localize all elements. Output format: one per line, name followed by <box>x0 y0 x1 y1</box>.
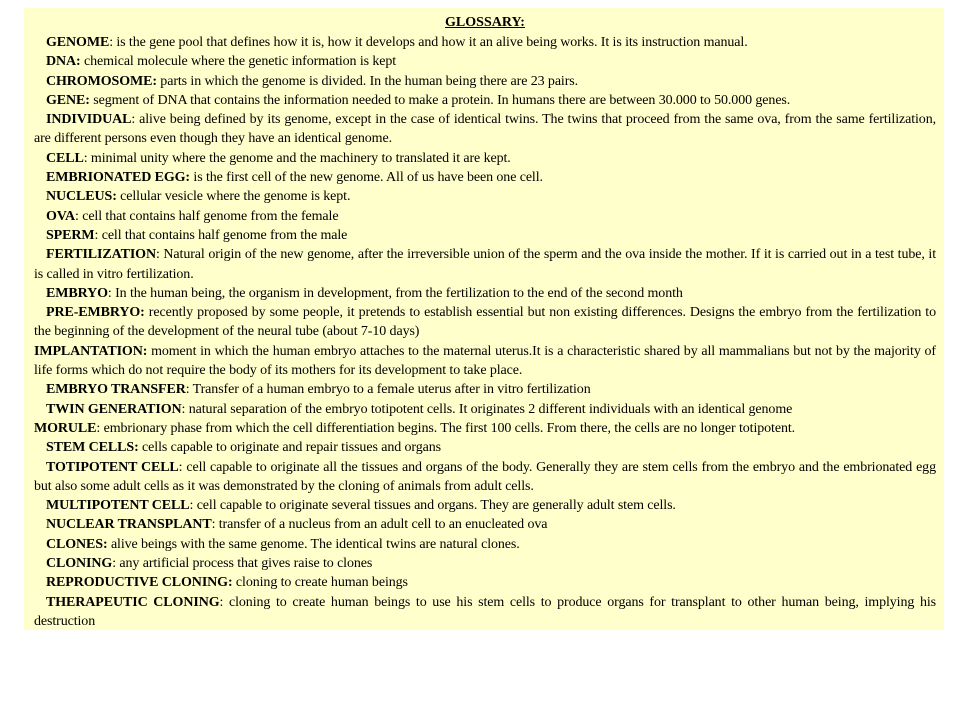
glossary-term: PRE-EMBRYO: <box>46 305 145 321</box>
glossary-title: GLOSSARY: <box>445 15 525 30</box>
glossary-definition: : cloning to create human beings to use his stem cells to produce organs for transplant to other human being, implying his destruction <box>34 594 936 629</box>
glossary-entry <box>34 458 936 497</box>
glossary-definition: : transfer of a nucleus from an adult cell to an enucleated ova <box>211 517 548 533</box>
glossary-entries <box>34 33 936 631</box>
glossary-definition: is the first cell of the new genome. All of us have been one cell. <box>190 170 543 186</box>
glossary-definition: : alive being defined by its genome, except in the case of identical twins. The twins that proceed from the same ova, from the same fertilization, are different persons even though they have an identical genome. <box>34 112 936 147</box>
glossary-definition: : cell capable to originate all the tissues and organs of the body. Generally they are stem cells from the embryo and the embrionated egg but also some adult cells as it was demonstrated by the cloning of animals from adult cells. <box>34 459 936 494</box>
glossary-definition: : Transfer of a human embryo to a female uterus after in vitro fertilization <box>185 382 591 398</box>
glossary-definition: recently proposed by some people, it pretends to establish essential but non existing differences. Designs the embryo from the fertilization to the beginning of the development of the neural tube (about 7-10 days) <box>34 305 936 340</box>
glossary-term: DNA: <box>46 54 81 70</box>
glossary-entry <box>34 110 936 149</box>
glossary-entry <box>34 419 936 438</box>
glossary-entry <box>34 438 936 457</box>
glossary-term: GENE: <box>46 92 90 108</box>
glossary-entry <box>34 593 936 632</box>
glossary-definition: : any artificial process that gives raise to clones <box>112 556 373 572</box>
glossary-term: EMBRIONATED EGG: <box>46 170 190 186</box>
glossary-definition: : In the human being, the organism in development, from the fertilization to the end of the second month <box>107 285 683 301</box>
glossary-entry <box>34 168 936 187</box>
glossary-term: EMBRYO <box>46 285 108 301</box>
glossary-entry <box>34 284 936 303</box>
glossary-term: STEM CELLS: <box>46 440 139 456</box>
glossary-term: FERTILIZATION <box>46 247 156 263</box>
glossary-entry <box>34 91 936 110</box>
glossary-term: GENOME <box>46 35 110 50</box>
glossary-definition: : cell that contains half genome from the female <box>75 208 339 224</box>
glossary-entry <box>34 33 936 52</box>
glossary-definition: alive beings with the same genome. The identical twins are natural clones. <box>107 536 520 552</box>
glossary-definition: : minimal unity where the genome and the machinery to translated it are kept. <box>83 150 511 166</box>
glossary-definition: cloning to create human beings <box>232 575 408 591</box>
glossary-entry <box>34 226 936 245</box>
glossary-entry <box>34 207 936 226</box>
glossary-term: IMPLANTATION: <box>34 343 148 359</box>
glossary-entry <box>34 187 936 206</box>
glossary-entry <box>34 515 936 534</box>
glossary-definition: : natural separation of the embryo totipotent cells. It originates 2 different individuals with an identical genome <box>181 401 793 417</box>
glossary-entry <box>34 303 936 342</box>
glossary-definition: cells capable to originate and repair tissues and organs <box>138 440 441 456</box>
glossary-term: REPRODUCTIVE CLONING: <box>46 575 233 591</box>
glossary-term: EMBRYO TRANSFER <box>46 382 186 398</box>
glossary-term: NUCLEUS: <box>46 189 117 205</box>
glossary-entry <box>34 554 936 573</box>
glossary-term: TOTIPOTENT CELL <box>46 459 179 475</box>
glossary-entry <box>34 573 936 592</box>
glossary-term: TWIN GENERATION <box>46 401 182 417</box>
glossary-definition: : is the gene pool that defines how it is, how it develops and how it an alive being works. It is its instruction manual. <box>109 35 748 50</box>
glossary-term: CHROMOSOME: <box>46 73 157 89</box>
glossary-term: CELL <box>46 150 84 166</box>
glossary-entry <box>34 52 936 71</box>
glossary-term: CLONES: <box>46 536 108 552</box>
glossary-entry <box>34 380 936 399</box>
glossary-term: NUCLEAR TRANSPLANT <box>46 517 212 533</box>
glossary-term: MORULE <box>34 420 97 436</box>
glossary-panel <box>24 8 944 630</box>
glossary-term: INDIVIDUAL <box>46 112 132 128</box>
glossary-definition: moment in which the human embryo attaches to the maternal uterus.It is a characteristic shared by all mammalians but not by the majority of life forms which do not require the body of its mothers for its development to take place. <box>34 343 936 379</box>
glossary-term: CLONING <box>46 556 113 572</box>
glossary-definition: : cell that contains half genome from the male <box>94 227 348 243</box>
glossary-definition: : Natural origin of the new genome, after the irreversible union of the sperm and the ova inside the mother. If it is carried out in a test tube, it is called in vitro fertilization. <box>34 247 936 282</box>
glossary-entry <box>34 245 936 284</box>
glossary-definition: : embrionary phase from which the cell differentiation begins. The first 100 cells. From there, the cells are no longer totipotent. <box>96 420 796 436</box>
glossary-term: SPERM <box>46 227 95 243</box>
glossary-entry <box>34 400 936 419</box>
glossary-entry <box>34 535 936 554</box>
glossary-entry <box>34 149 936 168</box>
glossary-definition: : cell capable to originate several tissues and organs. They are generally adult stem cells. <box>189 498 676 514</box>
glossary-term: OVA <box>46 208 76 224</box>
glossary-definition: segment of DNA that contains the information needed to make a protein. In humans there are between 30.000 to 50.000 genes. <box>89 92 791 108</box>
glossary-definition: chemical molecule where the genetic information is kept <box>80 54 397 70</box>
glossary-definition: cellular vesicle where the genome is kept. <box>116 189 351 205</box>
glossary-term: MULTIPOTENT CELL <box>46 498 190 514</box>
glossary-definition: parts in which the genome is divided. In the human being there are 23 pairs. <box>156 73 579 89</box>
glossary-entry <box>34 72 936 91</box>
glossary-entry <box>34 342 936 381</box>
glossary-entry <box>34 496 936 515</box>
glossary-term: THERAPEUTIC CLONING <box>46 594 220 610</box>
